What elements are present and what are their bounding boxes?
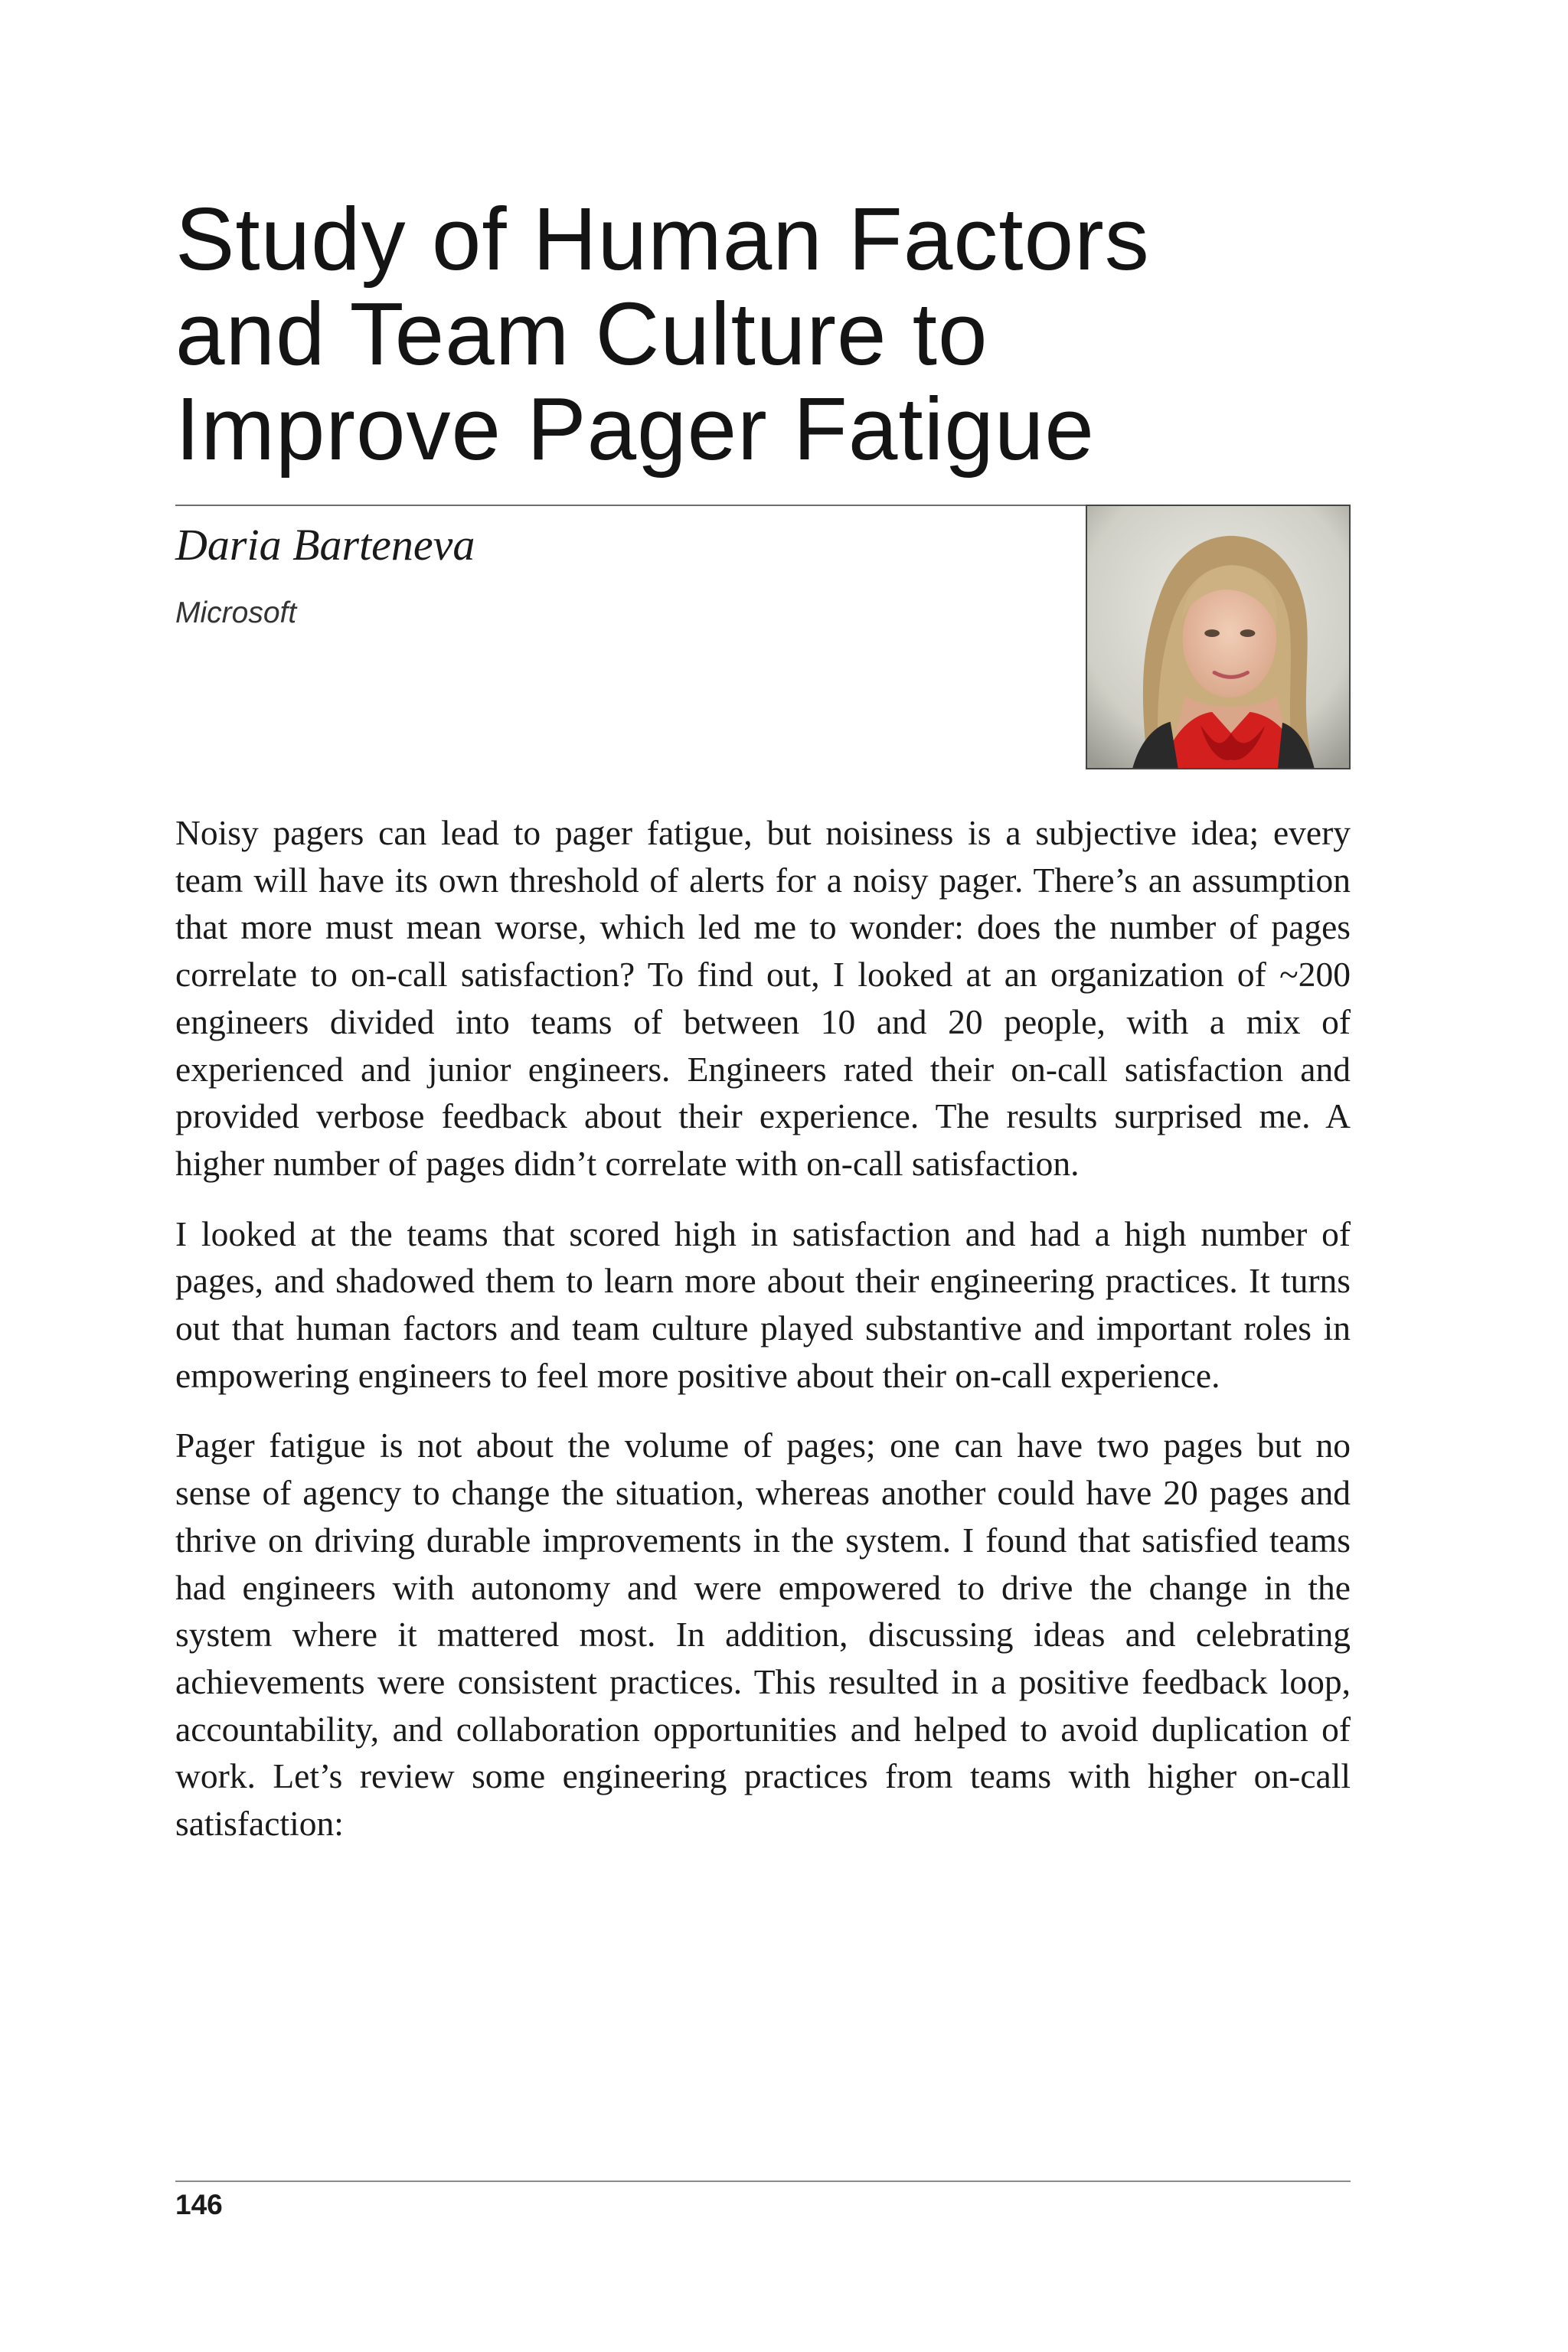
article-body — [175, 809, 1351, 1870]
title-line: Improve Pager Fatigue — [175, 379, 1095, 479]
title-line: and Team Culture to — [175, 284, 988, 384]
author-name: Daria Barteneva — [175, 520, 475, 570]
author-portrait-icon — [1086, 505, 1351, 769]
body-paragraph: I looked at the teams that scored high in satisfaction and had a high number of pages, and shadowed them to learn more about their engineering practices. It turns out that human factors and team culture played substantive and important roles in empowering engineers to feel more positive about their on-call experience. — [175, 1214, 1351, 1395]
page-number: 146 — [175, 2189, 223, 2220]
title-line: Study of Human Factors — [175, 189, 1150, 289]
body-paragraph: Noisy pagers can lead to pager fatigue, but noisiness is a subjective idea; every team will have its own threshold of alerts for a noisy pager. There’s an assumption that more must mean worse, which led me to wonder: does the number of pages correlate to on-call satisfaction? To find out, I looked at an organization of ~200 engineers divided into teams of between 10 and 20 people, with a mix of experienced and junior engineers. Engineers rated their on-call satisfaction and provided verbose feedback about their experience. The results surprised me. A higher number of pages didn’t correlate with on-call satisfaction. — [175, 813, 1351, 1183]
footer-divider — [175, 2180, 1351, 2182]
author-affiliation: Microsoft — [175, 596, 297, 629]
page-title — [175, 189, 1416, 479]
body-paragraph: Pager fatigue is not about the volume of pages; one can have two pages but no sense of agency to change the situation, whereas another could have 20 pages and thrive on driving durable improvements in the system. I found that satisfied teams had engineers with autonomy and were empowered to drive the change in the system where it mattered most. In addition, discussing ideas and celebrating achievements were consistent practices. This resulted in a positive feedback loop, accountability, and collaboration opportunities and helped to avoid duplication of work. Let’s review some engineering practices from teams with higher on-call satisfaction: — [175, 1426, 1351, 1844]
